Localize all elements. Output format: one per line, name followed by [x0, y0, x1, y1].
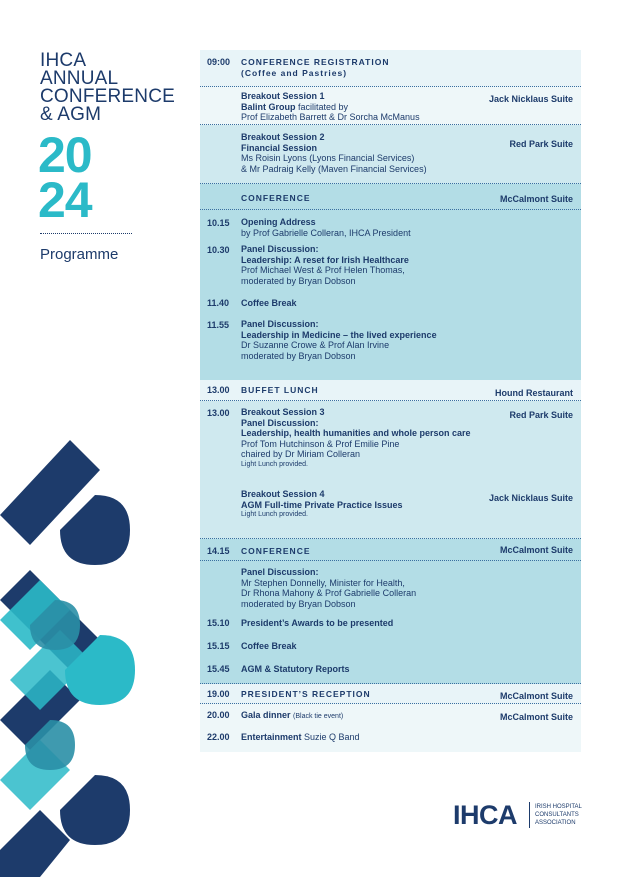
row-line: Panel Discussion: — [241, 417, 319, 428]
row-title: CONFERENCE — [241, 546, 311, 556]
row-venue: McCalmont Suite — [499, 194, 573, 204]
row-content — [241, 567, 491, 609]
programme-heading: Programme — [40, 246, 119, 263]
row-content — [241, 546, 491, 557]
row-title: AGM & Statutory Reports — [241, 664, 350, 674]
row-content — [241, 618, 491, 629]
row-line: AGM Full-time Private Practice Issues — [241, 499, 403, 510]
row-content — [241, 217, 491, 238]
year-bottom: 24 — [38, 172, 92, 228]
schedule-row-registration — [200, 50, 581, 87]
row-time: 20.00 — [207, 710, 230, 720]
row-venue: McCalmont Suite — [499, 691, 573, 701]
row-venue: Hound Restaurant — [494, 388, 573, 398]
row-time: 15.10 — [207, 618, 230, 628]
logo-subtitle — [535, 803, 605, 827]
row-time: 13.00 — [207, 385, 230, 395]
row-line: & Mr Padraig Kelly (Maven Financial Services) — [241, 163, 427, 174]
schedule-row-conference1 — [200, 184, 581, 210]
row-line: Balint Group — [241, 101, 296, 112]
row-title: BUFFET LUNCH — [241, 385, 319, 395]
conference-title — [40, 52, 175, 124]
schedule-row-breakout1 — [200, 87, 581, 125]
row-time: 10.30 — [207, 245, 230, 255]
row-line: facilitated by — [295, 101, 349, 112]
row-title: Opening Address — [241, 217, 316, 227]
row-time: 22.00 — [207, 732, 230, 742]
row-title: CONFERENCE — [241, 193, 311, 203]
row-time: 09:00 — [207, 57, 231, 67]
row-content — [241, 407, 491, 470]
row-line: Mr Stephen Donnelly, Minister for Health, — [241, 577, 405, 588]
row-content — [241, 664, 491, 675]
row-content — [241, 710, 491, 723]
row-venue: Red Park Suite — [509, 139, 573, 149]
row-line: Prof Michael West & Prof Helen Thomas, — [241, 265, 405, 275]
row-note: Light Lunch provided. — [241, 511, 308, 518]
year-top: 20 — [38, 127, 92, 183]
row-time: 15.45 — [207, 664, 230, 674]
title-line: ANNUAL — [40, 68, 119, 89]
logo-line: CONSULTANTS — [535, 812, 579, 818]
row-time: 14.15 — [207, 546, 230, 556]
row-content — [241, 319, 491, 361]
row-line: moderated by Bryan Dobson — [241, 275, 356, 286]
row-title: Panel Discussion: — [241, 319, 319, 329]
schedule-row-reception — [200, 684, 581, 704]
row-subtitle: (Coffee and Pastries) — [241, 67, 348, 78]
schedule-block-morning — [200, 210, 581, 380]
row-venue: Jack Nicklaus Suite — [488, 94, 573, 104]
row-title: President’s Awards to be presented — [241, 618, 394, 628]
schedule-row-breakout2 — [200, 125, 581, 184]
row-content — [241, 489, 491, 521]
logo-line: IRISH HOSPITAL — [535, 804, 582, 810]
row-time: 11.55 — [207, 320, 230, 330]
logo-divider — [529, 802, 530, 828]
row-line: moderated by Bryan Dobson — [241, 350, 356, 361]
row-line: Ms Roisin Lyons (Lyons Financial Services) — [241, 153, 415, 163]
row-line: by Prof Gabrielle Colleran, IHCA President — [241, 227, 411, 238]
row-content — [241, 298, 491, 309]
row-title: Breakout Session 1 — [241, 91, 325, 101]
row-time: 11.40 — [207, 298, 230, 308]
schedule-row-conference2 — [200, 539, 581, 561]
row-line: moderated by Bryan Dobson — [241, 598, 356, 609]
row-content — [241, 132, 491, 174]
row-content — [241, 91, 491, 123]
row-note: Light Lunch provided. — [241, 460, 308, 468]
divider — [40, 233, 132, 234]
schedule-table — [200, 50, 581, 752]
row-title: Entertainment — [241, 732, 302, 742]
row-content — [241, 244, 491, 286]
row-line: Leadership: A reset for Irish Healthcare — [241, 254, 409, 265]
logo-mark: IHCA — [453, 800, 517, 830]
row-line: Dr Rhona Mahony & Prof Gabrielle Colleran — [241, 588, 417, 598]
row-title: Gala dinner — [241, 710, 291, 720]
title-line: IHCA — [40, 50, 87, 71]
title-line: CONFERENCE — [40, 86, 176, 107]
row-line: Financial Session — [241, 142, 318, 153]
row-line: chaired by Dr Miriam Colleran — [241, 449, 361, 459]
row-note: (Black tie event) — [293, 713, 344, 720]
row-content — [241, 193, 491, 204]
row-content — [241, 732, 491, 743]
schedule-row-lunch — [200, 380, 581, 401]
schedule-block-afternoon — [200, 561, 581, 684]
row-title: Breakout Session 3 — [241, 407, 325, 417]
row-time: 19.00 — [207, 689, 230, 699]
row-title: CONFERENCE REGISTRATION — [241, 57, 390, 67]
row-line: Dr Suzanne Crowe & Prof Alan Irvine — [241, 340, 390, 350]
row-line: Suzie Q Band — [301, 732, 360, 742]
row-line: Leadership, health humanities and whole person care — [241, 428, 471, 438]
row-venue: Red Park Suite — [509, 410, 573, 420]
row-title: Breakout Session 4 — [241, 489, 325, 499]
row-time: 15.15 — [207, 641, 230, 651]
decorative-shapes-icon — [0, 420, 200, 877]
logo-line: ASSOCIATION — [535, 820, 576, 826]
row-line: Prof Elizabeth Barrett & Dr Sorcha McManus — [241, 112, 420, 122]
row-title: Panel Discussion: — [241, 244, 319, 254]
row-venue: Jack Nicklaus Suite — [488, 493, 573, 503]
row-title: Breakout Session 2 — [241, 132, 325, 142]
row-line: Prof Tom Hutchinson & Prof Emilie Pine — [241, 438, 400, 449]
title-line: & AGM — [40, 104, 102, 125]
row-content — [241, 689, 491, 700]
row-time: 13.00 — [207, 408, 230, 418]
row-content — [241, 385, 491, 396]
row-venue: McCalmont Suite — [499, 712, 573, 722]
row-line: Leadership in Medicine – the lived experience — [241, 329, 437, 340]
row-title: PRESIDENT’S RECEPTION — [241, 689, 371, 699]
row-content — [241, 641, 491, 652]
row-time: 10.15 — [207, 218, 230, 228]
row-title: Panel Discussion: — [241, 567, 319, 577]
row-title: Coffee Break — [241, 298, 297, 308]
row-title: Coffee Break — [241, 641, 297, 651]
schedule-block-evening — [200, 704, 581, 752]
schedule-block-breakouts — [200, 401, 581, 539]
row-content — [241, 57, 491, 78]
row-venue: McCalmont Suite — [499, 545, 573, 555]
left-panel — [0, 0, 200, 877]
